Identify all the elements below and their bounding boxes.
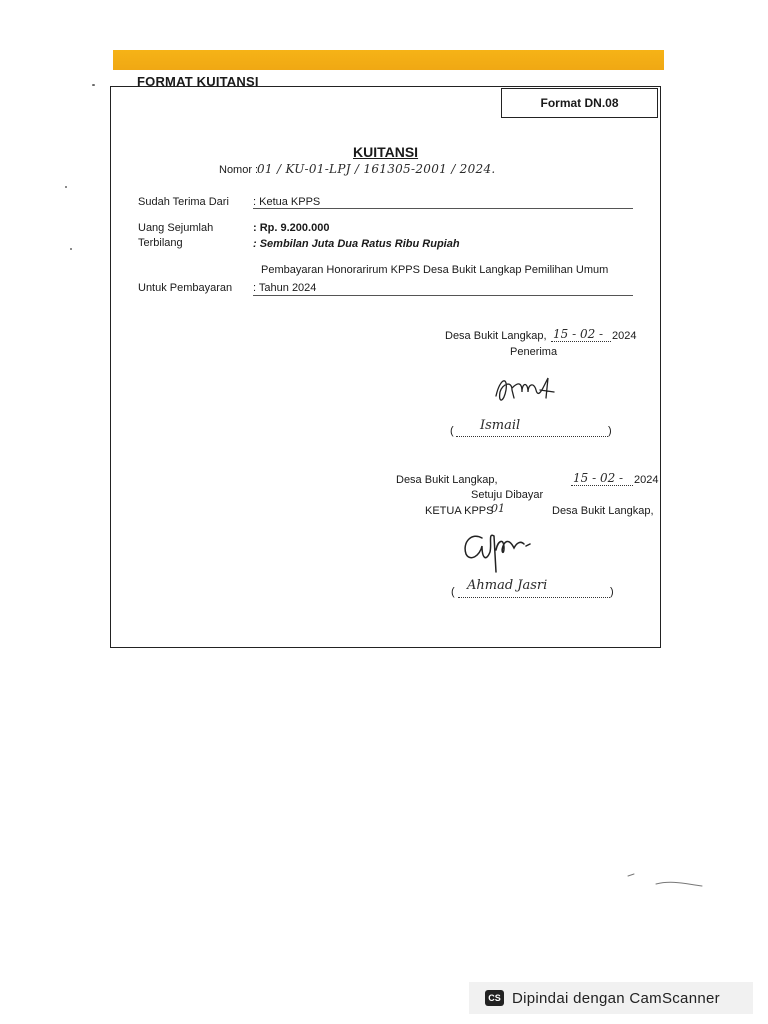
terima-label: Sudah Terima Dari [138, 196, 229, 208]
receiver-place: Desa Bukit Langkap, [445, 330, 547, 342]
receiver-date-dots [551, 341, 611, 342]
receiver-name: Ismail [480, 418, 521, 433]
uang-value: : Rp. 9.200.000 [253, 222, 330, 234]
pembayaran-line-1: Pembayaran Honorarirum KPPS Desa Bukit Langkap Pemilihan Umum [261, 264, 609, 276]
terima-underline [253, 208, 633, 209]
camscanner-logo-icon: CS [485, 990, 504, 1006]
approver-name: Ahmad Jasri [467, 578, 548, 593]
header-accent-bar [113, 50, 664, 70]
scan-speck [70, 248, 72, 250]
approver-setuju: Setuju Dibayar [471, 489, 544, 501]
approver-year: 2024 [634, 474, 659, 486]
nomor-label: Nomor : [219, 164, 259, 176]
camscanner-text: Dipindai dengan CamScanner [512, 989, 720, 1007]
receiver-close-paren: ) [608, 425, 612, 437]
approver-date-dots [571, 485, 633, 486]
approver-name-dots [458, 597, 610, 598]
scan-speck [92, 84, 95, 86]
pembayaran-underline [253, 295, 633, 296]
receiver-date: 15 - 02 - [553, 327, 604, 341]
receipt-title: KUITANSI [353, 144, 419, 160]
format-code-box: Format DN.08 [501, 88, 658, 118]
receiver-year: 2024 [612, 330, 637, 342]
terbilang-label: Terbilang [138, 237, 183, 249]
approver-close-paren: ) [610, 586, 614, 598]
approver-desa: Desa Bukit Langkap, [552, 505, 654, 517]
pembayaran-line-2: : Tahun 2024 [253, 282, 317, 294]
approver-ketua-no: 01 [491, 502, 505, 515]
approver-open-paren: ( [451, 586, 455, 598]
uang-label: Uang Sejumlah [138, 222, 214, 234]
receiver-name-dots [456, 436, 608, 437]
approver-place: Desa Bukit Langkap, [396, 474, 498, 486]
nomor-value: 01 / KU-01-LPJ / 161305-2001 / 2024. [257, 162, 496, 176]
scan-speck [65, 186, 67, 188]
terbilang-value: : Sembilan Juta Dua Ratus Ribu Rupiah [253, 238, 460, 250]
receiver-signature [490, 368, 570, 408]
document-heading: FORMAT KUITANSI [137, 74, 259, 89]
terima-value: : Ketua KPPS [253, 196, 321, 208]
receiver-role: Penerima [510, 346, 558, 358]
pembayaran-label: Untuk Pembayaran [138, 282, 233, 294]
receiver-open-paren: ( [450, 425, 454, 437]
approver-signature [458, 522, 558, 582]
camscanner-watermark [469, 982, 753, 1014]
scan-mark [626, 870, 706, 894]
approver-date: 15 - 02 - [573, 471, 624, 485]
approver-ketua: KETUA KPPS [425, 505, 494, 517]
